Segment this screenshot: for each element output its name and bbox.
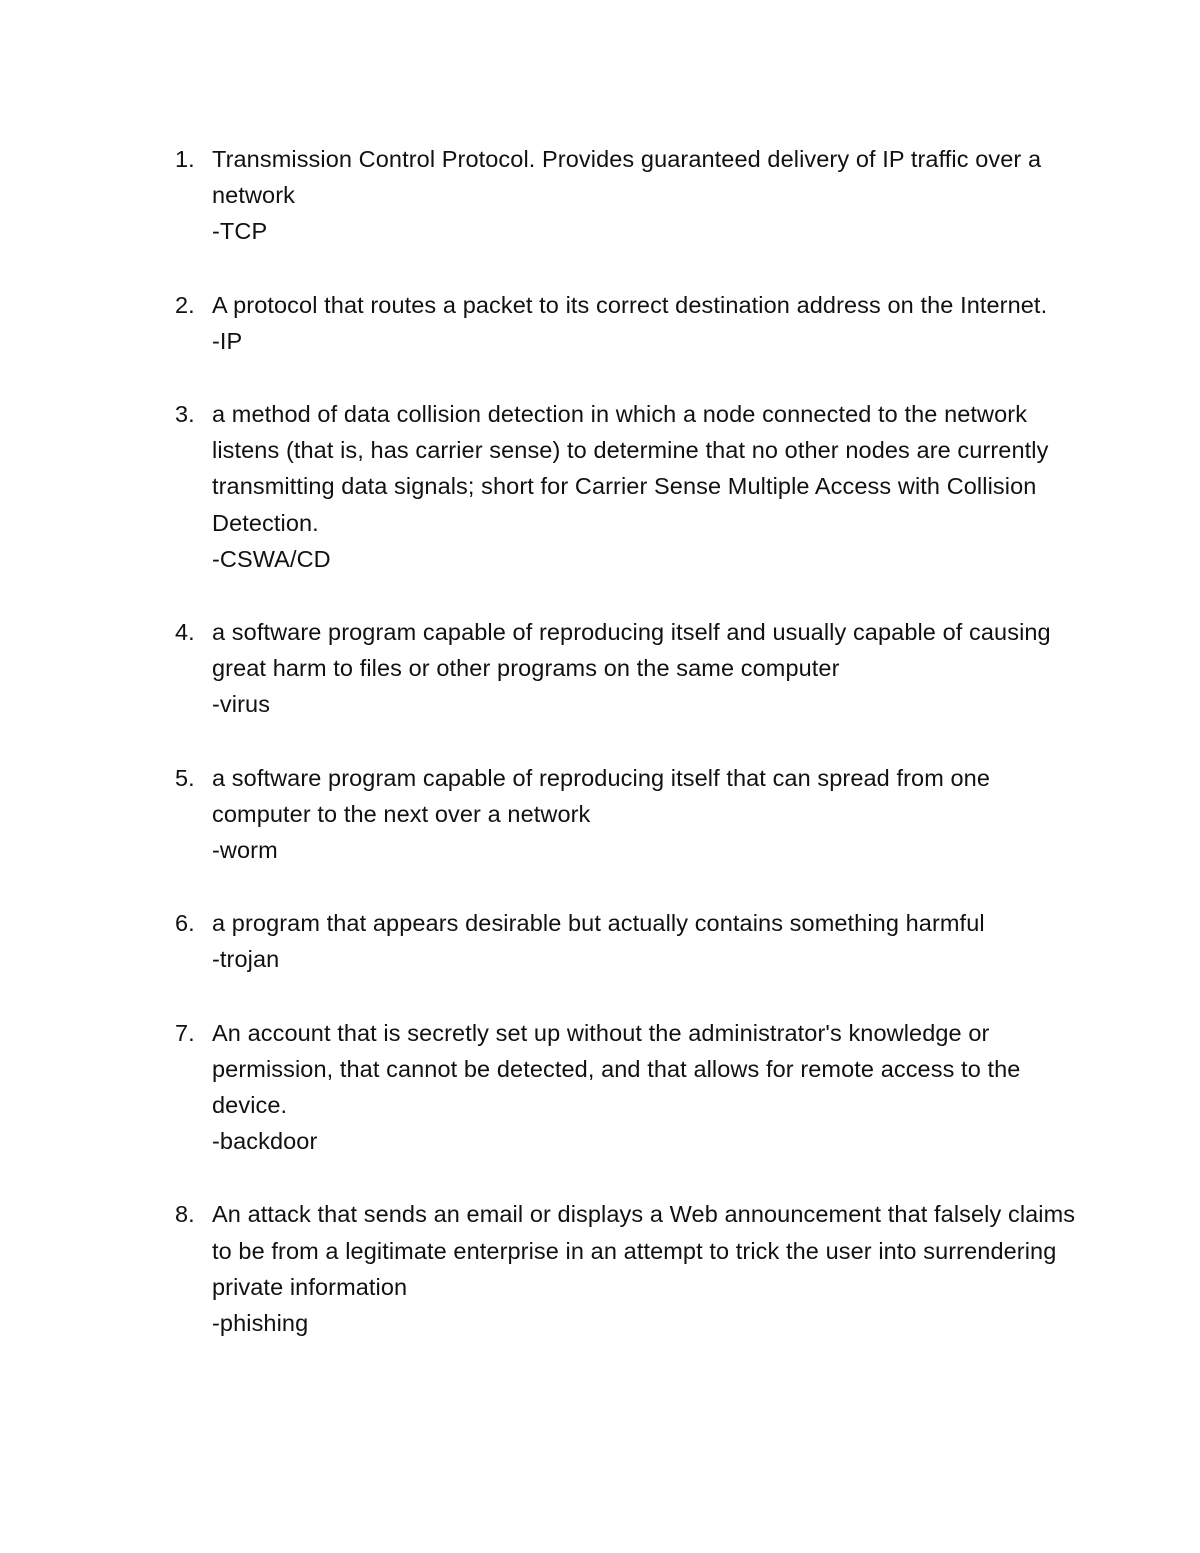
- list-item: [160, 614, 1080, 723]
- item-definition: a software program capable of reproducing itself that can spread from one computer to the next over a network: [212, 764, 991, 827]
- item-number: 1.: [175, 146, 195, 172]
- item-answer: -virus: [212, 691, 271, 718]
- item-number: 8.: [175, 1201, 195, 1228]
- item-answer: -backdoor: [212, 1128, 318, 1155]
- definition-list: [160, 141, 1080, 1378]
- item-definition: An account that is secretly set up without the administrator's knowledge or permission, that cannot be detected, and that allows for remote access to the device.: [212, 1019, 1021, 1119]
- item-definition: a program that appears desirable but actually contains something harmful: [212, 910, 985, 937]
- item-definition: Transmission Control Protocol. Provides guaranteed delivery of IP traffic over a network: [212, 146, 1042, 209]
- item-definition: An attack that sends an email or displays a Web announcement that falsely claims to be from a legitimate enterprise in an attempt to trick the user into surrendering private information: [212, 1201, 1076, 1300]
- list-item: [160, 396, 1080, 577]
- item-answer: -TCP: [212, 218, 268, 245]
- item-number: 4.: [175, 619, 195, 646]
- item-number: 3.: [175, 401, 195, 428]
- item-answer: -trojan: [212, 946, 280, 973]
- list-item: [160, 1196, 1080, 1341]
- list-item: [160, 905, 1080, 977]
- item-definition: a method of data collision detection in which a node connected to the network listens (that is, has carrier sense) to determine that no other nodes are currently transmitting data signals; short for Carrier Sense Multiple Access with Collision Detection.: [212, 401, 1049, 536]
- item-number: 7.: [175, 1019, 195, 1046]
- item-number: 5.: [175, 764, 195, 791]
- list-item: [160, 287, 1080, 359]
- list-item: [160, 1015, 1080, 1160]
- list-item: [160, 760, 1080, 869]
- item-answer: -CSWA/CD: [212, 545, 331, 572]
- item-number: 6.: [175, 910, 195, 937]
- item-answer: -phishing: [212, 1310, 309, 1337]
- item-answer: -IP: [212, 327, 243, 354]
- item-number: 2.: [175, 291, 195, 318]
- list-item: [160, 141, 1080, 250]
- item-answer: -worm: [212, 837, 278, 864]
- item-definition: A protocol that routes a packet to its correct destination address on the Internet.: [212, 291, 1048, 318]
- item-definition: a software program capable of reproducing itself and usually capable of causing great harm to files or other programs on the same computer: [212, 619, 1051, 682]
